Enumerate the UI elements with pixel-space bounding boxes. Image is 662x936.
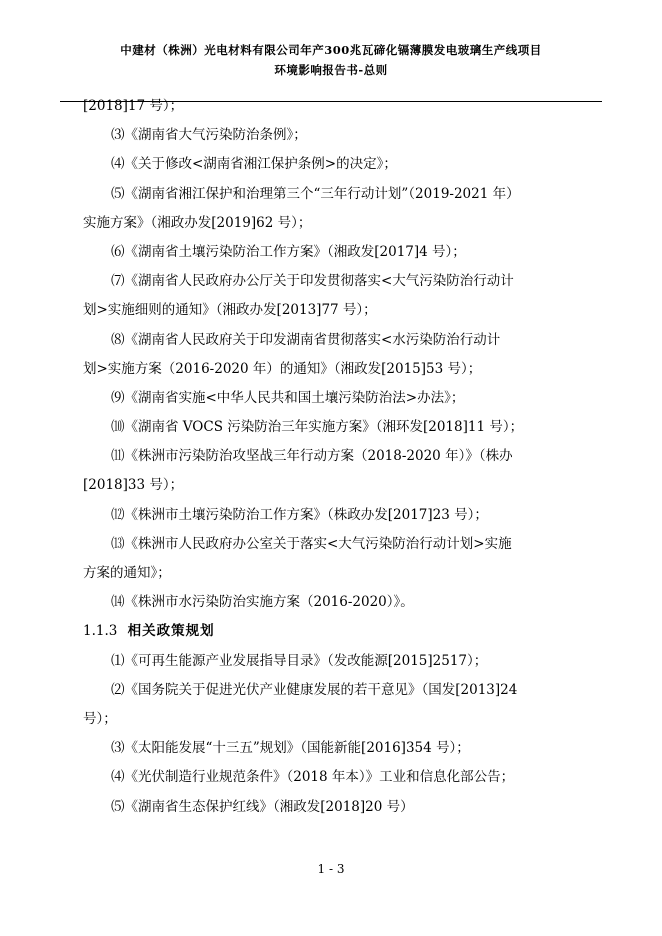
text-line: ⑹《湖南省土壤污染防治工作方案》（湘政发[2017]4 号）；	[111, 243, 466, 260]
page-number: 1 - 3	[317, 862, 345, 876]
text-line: ⑵《国务院关于促进光伏产业健康发展的若干意见》（国发[2013]24	[111, 681, 518, 698]
text-line: ⑶《湖南省大气污染防治条例》；	[111, 127, 307, 144]
regulation-list	[83, 92, 583, 617]
section-heading	[83, 617, 583, 646]
text-line: [2018]33 号）；	[83, 477, 184, 494]
document-body	[83, 92, 583, 822]
policy-list	[83, 647, 583, 822]
text-line: ⑻《湖南省人民政府关于印发湖南省贯彻落实<水污染防治行动计	[111, 331, 501, 348]
header-chapter-title: 环境影响报告书-总则	[274, 63, 388, 77]
text-line: ⑸《湖南省湘江保护和治理第三个“三年行动计划”（2019-2021 年）	[111, 185, 520, 202]
text-line: ⑶《太阳能发展“十三五”规划》（国能新能[2016]354 号）；	[111, 740, 470, 757]
text-line: 号）；	[83, 710, 117, 727]
text-line: ⒁《株洲市水污染防治实施方案（2016-2020）》。	[111, 594, 414, 611]
text-line: ⑷《光伏制造行业规范条件》（2018 年本）》工业和信息化部公告；	[111, 769, 515, 786]
text-line: 划>实施方案（2016-2020 年）的通知》（湘政发[2015]53 号）；	[83, 360, 482, 377]
section-title: 相关政策规划	[127, 623, 215, 640]
text-line: [2018]17 号）；	[83, 98, 184, 114]
text-line: ⑺《湖南省人民政府办公厅关于印发贯彻落实<大气污染防治行动计	[111, 273, 514, 290]
section-number: 1.1.3	[83, 623, 118, 640]
text-line: ⑸《湖南省生态保护红线》（湘政发[2018]20 号）	[111, 798, 414, 815]
header-project-title: 中建材（株洲）光电材料有限公司年产300兆瓦碲化镉薄膜发电玻璃生产线项目	[120, 43, 542, 57]
text-line: 划>实施细则的通知》（湘政办发[2013]77 号）；	[83, 302, 377, 319]
text-line: ⑽《湖南省 VOCS 污染防治三年实施方案》（湘环发[2018]11 号）；	[111, 419, 524, 436]
text-line: 实施方案》（湘政办发[2019]62 号）；	[83, 214, 312, 231]
text-line: ⑾《株洲市污染防治攻坚战三年行动方案（2018-2020 年）》（株办	[111, 448, 513, 465]
text-line: 方案的通知》；	[83, 565, 171, 581]
text-line: ⑷《关于修改<湖南省湘江保护条例>的决定》；	[111, 156, 397, 173]
page-header	[60, 40, 602, 80]
text-line: ⑴《可再生能源产业发展指导目录》（发改能源[2015]2517）；	[111, 652, 488, 669]
text-line: ⑼《湖南省实施<中华人民共和国土壤污染防治法>办法》；	[111, 389, 465, 406]
text-line: ⒀《株洲市人民政府办公室关于落实<大气污染防治行动计划>实施	[111, 535, 512, 552]
text-line: ⑿《株洲市土壤污染防治工作方案》（株政办发[2017]23 号）；	[111, 506, 488, 523]
